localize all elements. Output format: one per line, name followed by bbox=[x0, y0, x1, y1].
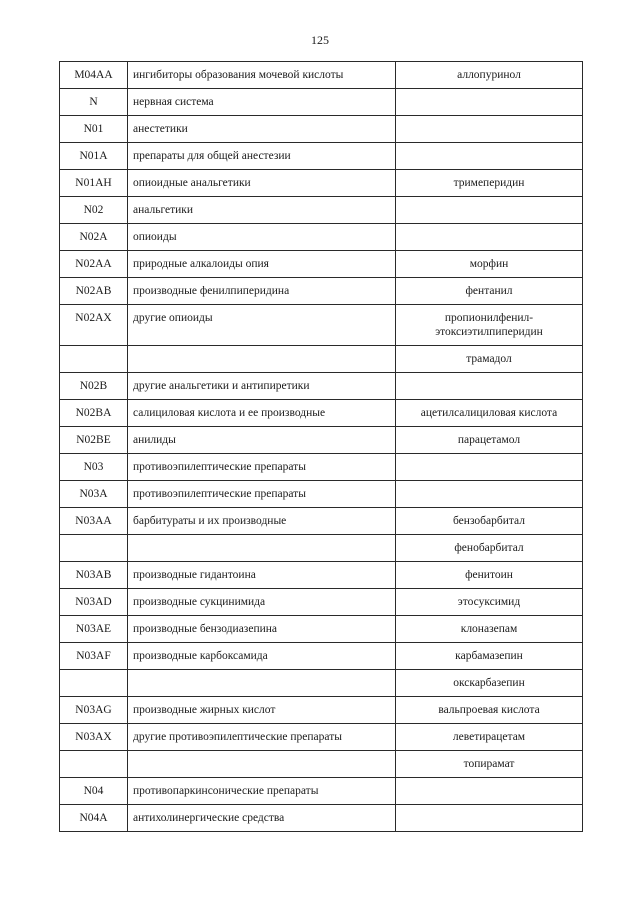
table-row bbox=[60, 589, 583, 616]
atc-code-cell: N03AD bbox=[60, 589, 128, 616]
atc-code-cell: N03AB bbox=[60, 562, 128, 589]
atc-code-cell bbox=[60, 751, 128, 778]
group-name-cell: противопаркинсонические препараты bbox=[128, 778, 396, 805]
atc-code-cell: N03AE bbox=[60, 616, 128, 643]
drug-name-cell: бензобарбитал bbox=[396, 508, 583, 535]
drug-name-cell: ацетилсалициловая кислота bbox=[396, 400, 583, 427]
drug-name-cell: фентанил bbox=[396, 278, 583, 305]
table-row bbox=[60, 116, 583, 143]
table-row bbox=[60, 346, 583, 373]
drug-name-cell: тримеперидин bbox=[396, 170, 583, 197]
group-name-cell bbox=[128, 670, 396, 697]
group-name-cell bbox=[128, 751, 396, 778]
group-name-cell: анальгетики bbox=[128, 197, 396, 224]
drug-name-cell: пропионилфенил-этоксиэтилпиперидин bbox=[396, 305, 583, 346]
drug-name-cell bbox=[396, 778, 583, 805]
drug-name-cell: леветирацетам bbox=[396, 724, 583, 751]
atc-code-cell: N02A bbox=[60, 224, 128, 251]
atc-code-cell: N02BE bbox=[60, 427, 128, 454]
group-name-cell: производные сукцинимида bbox=[128, 589, 396, 616]
group-name-cell: противоэпилептические препараты bbox=[128, 481, 396, 508]
drug-name-cell: морфин bbox=[396, 251, 583, 278]
drug-name-cell: карбамазепин bbox=[396, 643, 583, 670]
table-row bbox=[60, 62, 583, 89]
atc-code-cell: N03AG bbox=[60, 697, 128, 724]
table-row bbox=[60, 89, 583, 116]
atc-code-cell: N03A bbox=[60, 481, 128, 508]
drug-name-cell: фенитоин bbox=[396, 562, 583, 589]
group-name-cell: ингибиторы образования мочевой кислоты bbox=[128, 62, 396, 89]
atc-code-cell: M04AA bbox=[60, 62, 128, 89]
atc-code-cell: N04A bbox=[60, 805, 128, 832]
drug-name-cell: окскарбазепин bbox=[396, 670, 583, 697]
atc-code-cell: N02 bbox=[60, 197, 128, 224]
atc-code-cell: N bbox=[60, 89, 128, 116]
drug-name-cell bbox=[396, 116, 583, 143]
page-number: 125 bbox=[311, 33, 329, 47]
group-name-cell: производные гидантоина bbox=[128, 562, 396, 589]
table-row bbox=[60, 670, 583, 697]
atc-code-cell bbox=[60, 670, 128, 697]
table-row bbox=[60, 373, 583, 400]
drug-name-cell: вальпроевая кислота bbox=[396, 697, 583, 724]
group-name-cell: анилиды bbox=[128, 427, 396, 454]
table-row bbox=[60, 305, 583, 346]
atc-classification-table bbox=[59, 61, 583, 832]
atc-code-cell: N02AA bbox=[60, 251, 128, 278]
table-row bbox=[60, 278, 583, 305]
drug-name-cell bbox=[396, 481, 583, 508]
drug-name-cell bbox=[396, 89, 583, 116]
table-row bbox=[60, 535, 583, 562]
drug-name-cell bbox=[396, 454, 583, 481]
group-name-cell: анестетики bbox=[128, 116, 396, 143]
table-row bbox=[60, 697, 583, 724]
atc-code-cell: N02BA bbox=[60, 400, 128, 427]
atc-code-cell: N03 bbox=[60, 454, 128, 481]
table-row bbox=[60, 778, 583, 805]
drug-name-cell: парацетамол bbox=[396, 427, 583, 454]
atc-code-cell: N02B bbox=[60, 373, 128, 400]
group-name-cell: производные жирных кислот bbox=[128, 697, 396, 724]
table-row bbox=[60, 724, 583, 751]
atc-code-cell bbox=[60, 346, 128, 373]
table-row bbox=[60, 508, 583, 535]
drug-name-cell bbox=[396, 143, 583, 170]
group-name-cell: природные алкалоиды опия bbox=[128, 251, 396, 278]
group-name-cell bbox=[128, 535, 396, 562]
group-name-cell: противоэпилептические препараты bbox=[128, 454, 396, 481]
group-name-cell: опиоиды bbox=[128, 224, 396, 251]
group-name-cell: производные бензодиазепина bbox=[128, 616, 396, 643]
drug-name-cell bbox=[396, 373, 583, 400]
table-row bbox=[60, 400, 583, 427]
table-row bbox=[60, 197, 583, 224]
table-row bbox=[60, 427, 583, 454]
group-name-cell: препараты для общей анестезии bbox=[128, 143, 396, 170]
drug-name-cell: клоназепам bbox=[396, 616, 583, 643]
table-row bbox=[60, 143, 583, 170]
group-name-cell: барбитураты и их производные bbox=[128, 508, 396, 535]
group-name-cell: производные фенилпиперидина bbox=[128, 278, 396, 305]
table-row bbox=[60, 454, 583, 481]
atc-code-cell: N01A bbox=[60, 143, 128, 170]
drug-name-cell bbox=[396, 805, 583, 832]
group-name-cell: нервная система bbox=[128, 89, 396, 116]
table-row bbox=[60, 224, 583, 251]
atc-code-cell: N01AH bbox=[60, 170, 128, 197]
atc-code-cell: N02AX bbox=[60, 305, 128, 346]
drug-name-cell bbox=[396, 197, 583, 224]
table-row bbox=[60, 643, 583, 670]
group-name-cell: другие опиоиды bbox=[128, 305, 396, 346]
atc-code-cell: N03AF bbox=[60, 643, 128, 670]
group-name-cell: производные карбоксамида bbox=[128, 643, 396, 670]
group-name-cell: другие противоэпилептические препараты bbox=[128, 724, 396, 751]
table-row bbox=[60, 170, 583, 197]
drug-name-cell: этосуксимид bbox=[396, 589, 583, 616]
drug-name-cell: фенобарбитал bbox=[396, 535, 583, 562]
table-row bbox=[60, 616, 583, 643]
group-name-cell bbox=[128, 346, 396, 373]
atc-code-cell bbox=[60, 535, 128, 562]
table-row bbox=[60, 751, 583, 778]
drug-name-cell: топирамат bbox=[396, 751, 583, 778]
atc-code-cell: N01 bbox=[60, 116, 128, 143]
atc-code-cell: N03AA bbox=[60, 508, 128, 535]
drug-name-cell: трамадол bbox=[396, 346, 583, 373]
table-row bbox=[60, 562, 583, 589]
drug-name-cell bbox=[396, 224, 583, 251]
group-name-cell: другие анальгетики и антипиретики bbox=[128, 373, 396, 400]
group-name-cell: антихолинергические средства bbox=[128, 805, 396, 832]
group-name-cell: опиоидные анальгетики bbox=[128, 170, 396, 197]
atc-code-cell: N04 bbox=[60, 778, 128, 805]
group-name-cell: салициловая кислота и ее производные bbox=[128, 400, 396, 427]
table-row bbox=[60, 481, 583, 508]
atc-code-cell: N02AB bbox=[60, 278, 128, 305]
table-row bbox=[60, 251, 583, 278]
atc-code-cell: N03AX bbox=[60, 724, 128, 751]
table-row bbox=[60, 805, 583, 832]
drug-name-cell: аллопуринол bbox=[396, 62, 583, 89]
